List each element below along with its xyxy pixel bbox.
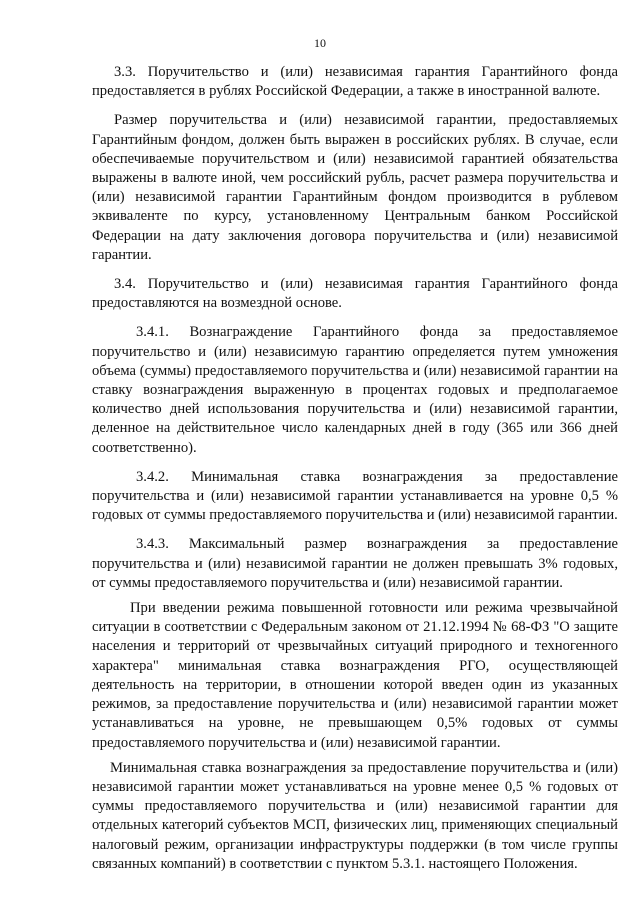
paragraph-3-4: 3.4. Поручительство и (или) независимая гарантия Гарантийного фонда предоставляются на возмездной основе. xyxy=(92,276,618,312)
paragraph-minimum-rate: Минимальная ставка вознаграждения за предоставление поручительства и (или) независимой гарантии может устанавливаться на уровне менее 0,5 % годовых от суммы предоставляемого поручительства и (или) независимой гарантии для отдельных категорий субъектов МСП, физических лиц, применяющих специальный налоговый режим, организации инфраструктуры поддержки (в том числе группы связанных компаний) в соответствии с пунктом 5.3.1. настоящего Положения. xyxy=(92,759,618,872)
page-number: 10 xyxy=(314,36,326,50)
paragraph-3-4-1: 3.4.1. Вознаграждение Гарантийного фонда за предоставляемое поручительство и (или) независимую гарантию определяется путем умножения объема (суммы) предоставляемого поручительства и (или) независимой гарантии на ставку вознаграждения выраженную в процентах годовых и предполагаемое количество дней использования поручительства и (или) независимой гарантии, деленное на действительное число календарных дней в году (365 или 366 дней соответственно). xyxy=(92,324,618,456)
paragraph-3-4-2: 3.4.2. Минимальная ставка вознаграждения за предоставление поручительства и (или) независимой гарантии устанавливается на уровне 0,5 % годовых от суммы предоставляемого поручительства и (или) независимой гарантии. xyxy=(92,468,618,524)
paragraph-guarantee-size: Размер поручительства и (или) независимой гарантии, предоставляемых Гарантийным фондом, должен быть выражен в российских рублях. В случае, если обеспечиваемые поручительством и (или) независимой гарантией обязательства выражены в валюте иной, чем российский рубль, расчет размера поручительства и (или) независимой гарантии Гарантийным фондом производится в рублевом эквиваленте по курсу, установленному Центральным банком Российской Федерации на дату заключения договора поручительства и (или) независимой гарантии. xyxy=(92,112,618,263)
paragraph-3-3: 3.3. Поручительство и (или) независимая гарантия Гарантийного фонда предоставляется в рублях Российской Федерации, а также в иностранной валюте. xyxy=(92,64,618,100)
paragraph-emergency-regime: При введении режима повышенной готовности или режима чрезвычайной ситуации в соответствии с Федеральным законом от 21.12.1994 № 68-ФЗ "О защите населения и территорий от чрезвычайных ситуаций природного и техногенного характера" минимальная ставка вознаграждения РГО, осуществляющей деятельность на территории, в отношении которой введен один из указанных режимов, за предоставление поручительства и (или) независимой гарантии может устанавливаться на уровне, не превышающем 0,5% годовых от суммы предоставляемого поручительства и (или) независимой гарантии. xyxy=(92,600,618,751)
document-body xyxy=(92,63,618,874)
paragraph-3-4-3: 3.4.3. Максимальный размер вознаграждения за предоставление поручительства и (или) независимой гарантии не должен превышать 3% годовых, от суммы предоставляемого поручительства и (или) независимой гарантии. xyxy=(92,536,618,591)
